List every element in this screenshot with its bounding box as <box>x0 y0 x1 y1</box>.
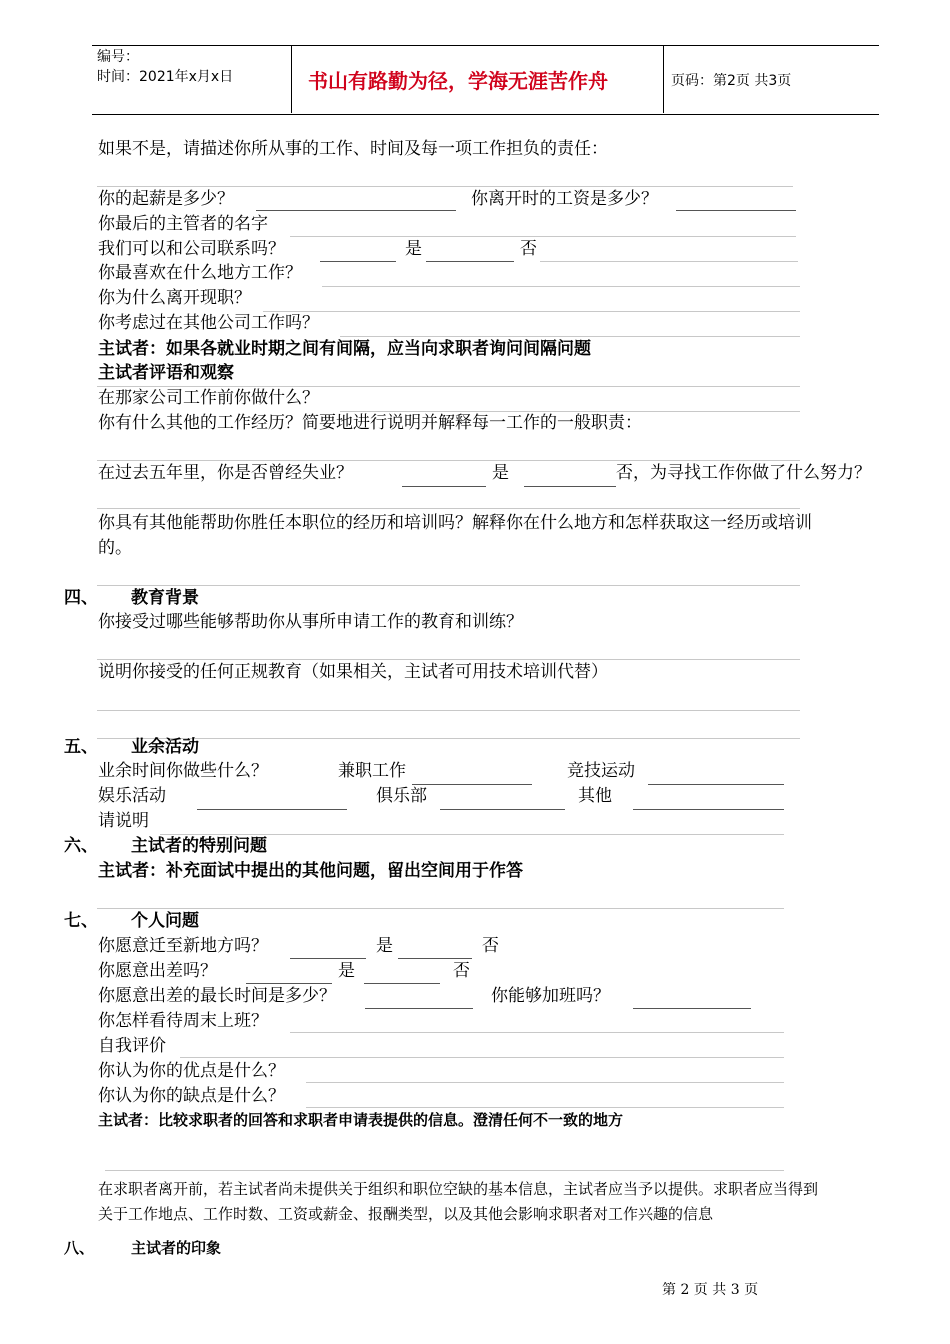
unemployed-blank[interactable] <box>402 486 486 487</box>
label-please-explain: 请说明 <box>98 811 149 831</box>
answer-line[interactable] <box>263 311 800 312</box>
question-other-experience: 你有什么其他的工作经历？简要地进行说明并解释每一工作的一般职责： <box>98 413 642 433</box>
label-club: 俱乐部 <box>376 786 427 806</box>
closing-instruction-line1: 在求职者离开前，若主试者尚未提供关于组织和职位空缺的基本信息，主试者应当予以提供。求职者应当得到 <box>98 1180 819 1198</box>
question-travel-max: 你愿意出差的最长时间是多少？ <box>98 986 336 1006</box>
question-weaknesses: 你认为你的缺点是什么？ <box>98 1086 285 1106</box>
overtime-blank[interactable] <box>633 1008 751 1009</box>
answer-line <box>97 186 793 187</box>
question-weekend: 你怎样看待周末上班？ <box>98 1011 268 1031</box>
entertainment-blank[interactable] <box>197 809 347 810</box>
footer-page-number: 第 2 页 共 3 页 <box>662 1282 759 1298</box>
question-formal-education: 说明你接受的任何正规教育（如果相关，主试者可用技术培训代替） <box>98 662 608 682</box>
label-part-time: 兼职工作 <box>338 761 406 781</box>
answer-line[interactable] <box>105 1170 784 1171</box>
question-travel: 你愿意出差吗？ <box>98 961 217 981</box>
answer-line[interactable] <box>97 710 800 711</box>
question-overtime: 你能够加班吗？ <box>491 986 610 1006</box>
answer-line[interactable] <box>97 738 800 739</box>
header-page-label: 页码：第2页 共3页 <box>671 73 792 89</box>
section-7-title: 个人问题 <box>131 911 199 931</box>
label-self-evaluation: 自我评价 <box>98 1036 166 1056</box>
header-divider <box>663 45 664 113</box>
section-5-title: 业余活动 <box>131 737 199 757</box>
answer-line[interactable] <box>97 908 784 909</box>
question-job-description: 如果不是，请描述你所从事的工作、时间及每一项工作担负的责任： <box>98 139 608 159</box>
travel-blank[interactable] <box>246 983 332 984</box>
section-5-number: 五、 <box>64 737 98 757</box>
label-entertainment: 娱乐活动 <box>98 786 166 806</box>
travel-yes-blank[interactable] <box>364 983 440 984</box>
contact-yes-blank[interactable] <box>426 261 514 262</box>
question-relocate: 你愿意迁至新地方吗？ <box>98 936 268 956</box>
header-motto: 书山有路勤为径，学海无涯苦作舟 <box>308 69 608 93</box>
question-start-salary: 你的起薪是多少？ <box>98 189 234 209</box>
answer-line[interactable] <box>290 1032 784 1033</box>
unemployed-no-effort: 否，为寻找工作你做了什么努力？ <box>616 463 871 483</box>
question-free-time: 业余时间你做些什么？ <box>98 761 268 781</box>
question-strengths: 你认为你的优点是什么？ <box>98 1061 285 1081</box>
answer-line[interactable] <box>306 1082 784 1083</box>
unemployed-yes-blank[interactable] <box>524 486 616 487</box>
question-favorite-workplace: 你最喜欢在什么地方工作？ <box>98 263 302 283</box>
question-leave-salary: 你离开时的工资是多少？ <box>471 189 658 209</box>
section-6-number: 六、 <box>64 836 98 856</box>
relocate-yes: 是 <box>376 936 393 956</box>
answer-line[interactable] <box>97 460 800 461</box>
question-training-line1: 你具有其他能帮助你胜任本职位的经历和培训吗？解释你在什么地方和怎样获取这一经历或培训 <box>98 513 812 533</box>
note-interviewer-comments: 主试者评语和观察 <box>98 363 234 383</box>
contact-blank[interactable] <box>320 261 396 262</box>
question-training-line2: 的。 <box>98 538 132 558</box>
answer-line[interactable] <box>340 336 800 337</box>
question-before-company: 在那家公司工作前你做什么？ <box>98 388 319 408</box>
label-other: 其他 <box>578 786 612 806</box>
other-blank[interactable] <box>633 809 784 810</box>
section-8-number: 八、 <box>64 1239 95 1257</box>
sports-blank[interactable] <box>648 784 784 785</box>
travel-max-blank[interactable] <box>365 1008 473 1009</box>
doc-time-label: 时间：2021年x月x日 <box>97 69 234 85</box>
section-6-title: 主试者的特别问题 <box>131 836 267 856</box>
question-unemployed: 在过去五年里，你是否曾经失业？ <box>98 463 353 483</box>
relocate-no: 否 <box>482 936 499 956</box>
section-8-title: 主试者的印象 <box>131 1239 222 1257</box>
relocate-yes-blank[interactable] <box>398 958 472 959</box>
answer-line[interactable] <box>290 236 796 237</box>
note-employment-gap: 主试者：如果各就业时期之间有间隔，应当向求职者询问间隔问题 <box>98 339 591 359</box>
answer-line[interactable] <box>97 659 800 660</box>
start-salary-blank[interactable] <box>256 210 456 211</box>
answer-line[interactable] <box>97 585 800 586</box>
question-why-leave: 你为什么离开现职？ <box>98 288 251 308</box>
note-compare-application: 主试者：比较求职者的回答和求职者申请表提供的信息。澄清任何不一致的地方 <box>98 1111 624 1129</box>
note-additional-questions: 主试者：补充面试中提出的其他问题，留出空间用于作答 <box>98 861 523 881</box>
answer-line <box>180 1057 784 1058</box>
travel-yes: 是 <box>338 961 355 981</box>
answer-line[interactable] <box>322 286 800 287</box>
unemployed-yes: 是 <box>492 463 509 483</box>
answer-line[interactable] <box>97 508 800 509</box>
leave-salary-blank[interactable] <box>676 210 796 211</box>
relocate-blank[interactable] <box>290 958 366 959</box>
doc-number-label: 编号： <box>97 49 139 65</box>
travel-no: 否 <box>453 961 470 981</box>
question-other-company: 你考虑过在其他公司工作吗？ <box>98 313 319 333</box>
closing-instruction-line2: 关于工作地点、工作时数、工资或薪金、报酬类型，以及其他会影响求职者对工作兴趣的信息 <box>98 1205 714 1223</box>
section-4-title: 教育背景 <box>131 588 199 608</box>
question-contact-company: 我们可以和公司联系吗？ <box>98 239 285 259</box>
contact-no: 否 <box>520 239 537 259</box>
header-divider <box>291 45 292 113</box>
section-7-number: 七、 <box>64 911 98 931</box>
section-4-number: 四、 <box>64 588 98 608</box>
club-blank[interactable] <box>440 809 565 810</box>
question-education-training: 你接受过哪些能够帮助你从事所申请工作的教育和训练？ <box>98 612 523 632</box>
contact-yes: 是 <box>405 239 422 259</box>
answer-line[interactable] <box>306 1107 784 1108</box>
question-last-manager: 你最后的主管者的名字 <box>98 214 268 234</box>
part-time-blank[interactable] <box>412 784 532 785</box>
answer-line <box>540 261 798 262</box>
label-sports: 竞技运动 <box>567 761 635 781</box>
